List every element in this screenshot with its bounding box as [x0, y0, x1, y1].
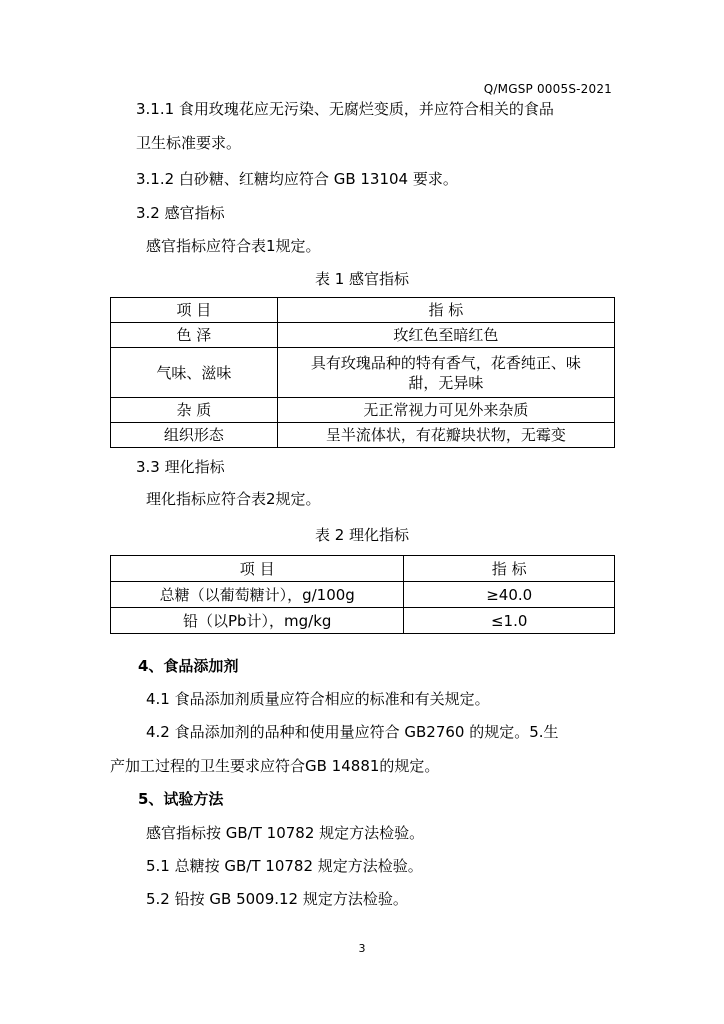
table2-header-index: 指 标	[404, 556, 615, 582]
clause-4-1: 4.1 食品添加剂质量应符合相应的标准和有关规定。	[146, 690, 490, 708]
standard-code: Q/MGSP 0005S-2021	[483, 82, 612, 96]
table-row	[111, 348, 615, 398]
table-row	[111, 608, 615, 634]
heading-3-3: 3.3 理化指标	[136, 458, 225, 476]
table2-cell: 总糖（以葡萄糖计），g/100g	[111, 582, 404, 608]
table1-cell-line: 具有玫瑰品种的特有香气，花香纯正、味	[310, 353, 581, 372]
table1-header-index: 指 标	[277, 298, 614, 323]
table1-cell: 组织形态	[111, 423, 278, 448]
table2-caption: 表 2 理化指标	[314, 526, 410, 544]
table2-physicochemical	[110, 555, 615, 634]
clause-3-2-text: 感官指标应符合表1规定。	[146, 237, 321, 255]
heading-4: 4、食品添加剂	[138, 657, 239, 675]
table1-cell-line: 甜，无异味	[408, 373, 484, 392]
heading-5: 5、试验方法	[138, 790, 224, 808]
clause-5-1: 5.1 总糖按 GB/T 10782 规定方法检验。	[146, 857, 423, 875]
clause-4-2-line1: 4.2 食品添加剂的品种和使用量应符合 GB2760 的规定。5.生	[146, 723, 559, 741]
table1-sensory	[110, 297, 615, 448]
table1-cell: 色 泽	[111, 323, 278, 348]
table1-header-row	[111, 298, 615, 323]
clause-3-1-1-line1: 3.1.1 食用玫瑰花应无污染、无腐烂变质，并应符合相关的食品	[136, 100, 554, 118]
table1-cell: 玫红色至暗红色	[277, 323, 614, 348]
table-row	[111, 323, 615, 348]
table2-cell: ≤1.0	[404, 608, 615, 634]
table1-header-item: 项 目	[111, 298, 278, 323]
table-row	[111, 582, 615, 608]
table1-cell: 呈半流体状，有花瓣块状物，无霉变	[277, 423, 614, 448]
table1-cell: 无正常视力可见外来杂质	[277, 398, 614, 423]
clause-3-1-2: 3.1.2 白砂糖、红糖均应符合 GB 13104 要求。	[136, 170, 458, 188]
clause-5-text: 感官指标按 GB/T 10782 规定方法检验。	[146, 824, 425, 842]
table1-cell-multiline	[277, 348, 614, 398]
table2-cell: 铅（以Pb计），mg/kg	[111, 608, 404, 634]
table1-cell: 杂 质	[111, 398, 278, 423]
table2-cell: ≥40.0	[404, 582, 615, 608]
heading-3-2: 3.2 感官指标	[136, 204, 225, 222]
table2-header-item: 项 目	[111, 556, 404, 582]
table1-caption: 表 1 感官指标	[314, 270, 410, 288]
clause-3-1-1-line2: 卫生标准要求。	[136, 134, 242, 152]
clause-4-2-line2: 产加工过程的卫生要求应符合GB 14881的规定。	[110, 757, 440, 775]
table-row	[111, 423, 615, 448]
table1-cell: 气味、滋味	[111, 348, 278, 398]
table2-header-row	[111, 556, 615, 582]
table-row	[111, 398, 615, 423]
page-number: 3	[358, 942, 366, 955]
clause-3-3-text: 理化指标应符合表2规定。	[146, 490, 321, 508]
clause-5-2: 5.2 铅按 GB 5009.12 规定方法检验。	[146, 890, 408, 908]
